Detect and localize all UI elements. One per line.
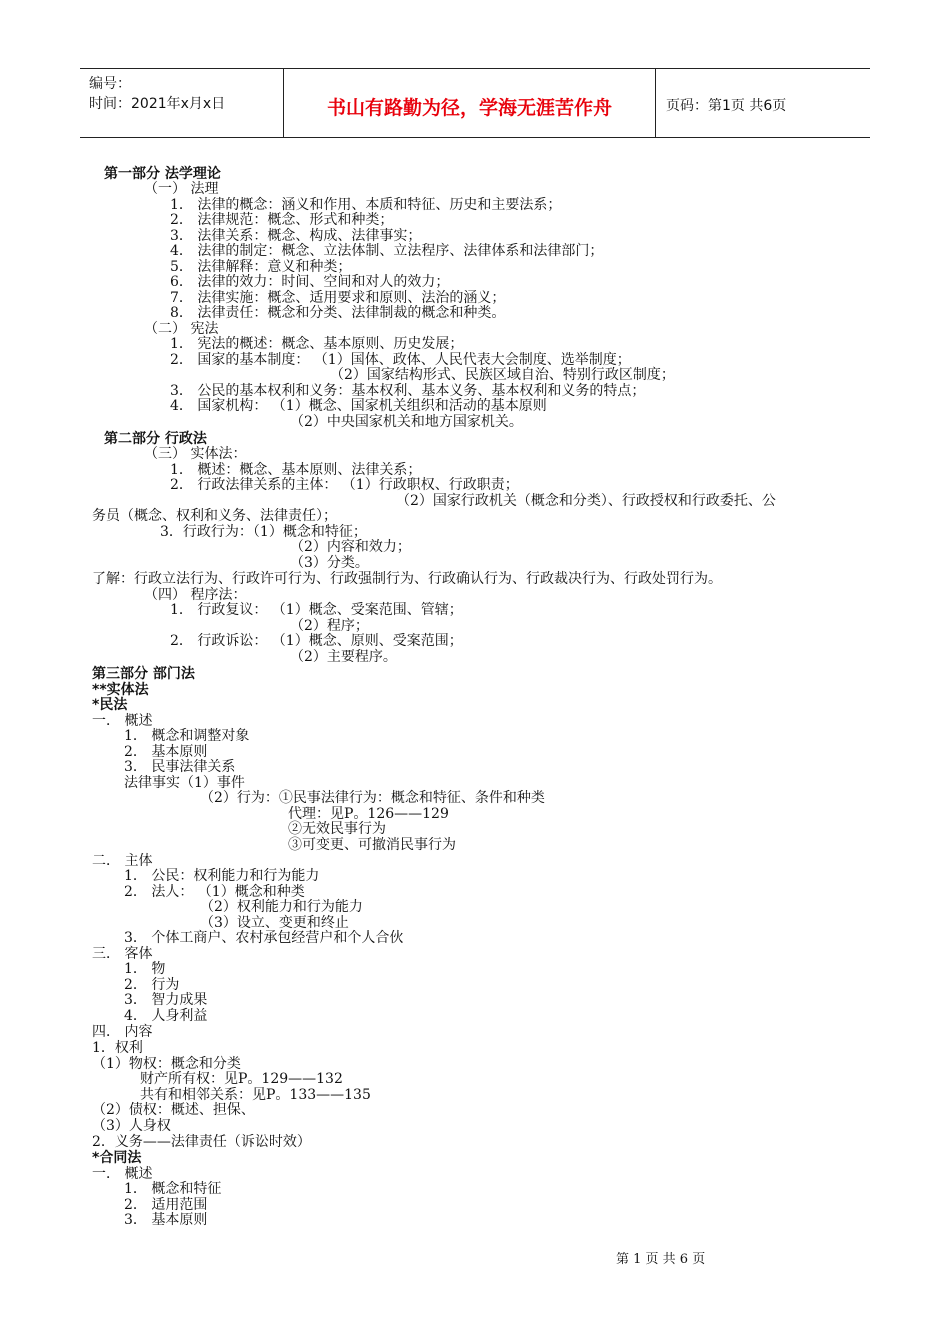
list-item: 1． 宪法的概述：概念、基本原则、历史发展； <box>170 336 464 352</box>
section-heading: （一） 法理 <box>144 181 219 197</box>
list-item: 2．义务——法律责任（诉讼时效） <box>92 1134 311 1150</box>
list-item: 5． 法律解释：意义和种类； <box>170 259 352 275</box>
section-heading: 二． 主体 <box>92 853 153 869</box>
list-item: 1． 概念和特征 <box>124 1181 222 1197</box>
note-line: 了解：行政立法行为、行政许可行为、行政强制行为、行政确认行为、行政裁决行为、行政处罚行为。 <box>92 571 722 587</box>
part-heading: 第三部分 部门法 <box>92 666 195 682</box>
list-item-continuation: ③可变更、可撤消民事行为 <box>288 837 456 853</box>
section-heading: （二） 宪法 <box>144 321 219 337</box>
list-item: 2． 行政法律关系的主体： （1）行政职权、行政职责； <box>170 477 519 493</box>
list-item-continuation: （2）行为：①民事法律行为：概念和特征、条件和种类 <box>200 790 545 806</box>
part-heading: 第一部分 法学理论 <box>104 166 221 182</box>
list-item: （3）人身权 <box>92 1118 171 1134</box>
list-item-continuation: 共有和相邻关系：见P。133——135 <box>140 1087 371 1103</box>
page-header <box>80 68 870 138</box>
section-heading: 四． 内容 <box>92 1024 153 1040</box>
list-item: 1． 法律的概念：涵义和作用、本质和特征、历史和主要法系； <box>170 197 562 213</box>
document-number: 编号： <box>89 76 131 92</box>
list-item: 3． 智力成果 <box>124 992 208 1008</box>
list-item: 7． 法律实施：概念、适用要求和原则、法治的涵义； <box>170 290 506 306</box>
section-heading: 一． 概述 <box>92 1166 153 1182</box>
list-item-continuation: （3）设立、变更和终止 <box>200 915 349 931</box>
part-heading: 第二部分 行政法 <box>104 431 207 447</box>
list-item: 4． 人身利益 <box>124 1008 208 1024</box>
list-item-continuation: （2）主要程序。 <box>290 649 397 665</box>
list-item-continuation: （2）国家结构形式、民族区域自治、特别行政区制度； <box>330 367 675 383</box>
page-footer: 第 1 页 共 6 页 <box>616 1252 706 1267</box>
list-item-continuation: 务员（概念、权利和义务、法律责任）； <box>92 508 337 524</box>
list-item: （1）物权：概念和分类 <box>92 1056 241 1072</box>
section-heading: （三） 实体法： <box>144 446 247 462</box>
list-item: 3． 公民的基本权利和义务：基本权利、基本义务、基本权利和义务的特点； <box>170 383 646 399</box>
list-item: 1．权利 <box>92 1040 143 1056</box>
list-item: 2． 基本原则 <box>124 744 208 760</box>
page-number: 页码：第1页 共6页 <box>666 98 787 114</box>
list-item: 2． 法人： （1）概念和种类 <box>124 884 305 900</box>
header-meta-cell <box>80 69 284 137</box>
subheading: *民法 <box>92 697 128 713</box>
list-item: 3．行政行为：（1）概念和特征； <box>160 524 367 540</box>
motto: 书山有路勤为径，学海无涯苦作舟 <box>326 97 612 119</box>
list-item: 8． 法律责任：概念和分类、法律制裁的概念和种类。 <box>170 305 506 321</box>
list-item-continuation: 财产所有权：见P。129——132 <box>140 1071 343 1087</box>
list-item: 2． 行政诉讼： （1）概念、原则、受案范围； <box>170 633 463 649</box>
list-item: 3． 个体工商户、农村承包经营户和个人合伙 <box>124 930 404 946</box>
list-item-continuation: （2）内容和效力； <box>290 539 411 555</box>
header-motto-cell <box>284 69 656 137</box>
section-heading: 三． 客体 <box>92 946 153 962</box>
list-item-continuation: （2）权利能力和行为能力 <box>200 899 363 915</box>
list-item: 1． 行政复议： （1）概念、受案范围、管辖； <box>170 602 463 618</box>
list-item: 1． 物 <box>124 961 166 977</box>
list-item: 2． 适用范围 <box>124 1197 208 1213</box>
list-item: 2． 法律规范：概念、形式和种类； <box>170 212 394 228</box>
list-item: 1． 概述：概念、基本原则、法律关系； <box>170 462 422 478</box>
document-time: 时间：2021年x月x日 <box>89 96 226 112</box>
list-item-continuation: （3）分类。 <box>290 555 369 571</box>
list-item: 3． 法律关系：概念、构成、法律事实； <box>170 228 422 244</box>
header-page-cell <box>656 69 870 137</box>
list-item: 1． 概念和调整对象 <box>124 728 250 744</box>
list-item: 3． 民事法律关系 <box>124 759 236 775</box>
section-heading: 一． 概述 <box>92 713 153 729</box>
subheading: *合同法 <box>92 1150 142 1166</box>
list-item-continuation: （2）国家行政机关（概念和分类）、行政授权和行政委托、公 <box>396 493 776 509</box>
list-item-continuation: ②无效民事行为 <box>288 821 386 837</box>
list-item: （2）债权：概述、担保、 <box>92 1102 255 1118</box>
list-item: 法律事实（1）事件 <box>124 775 245 791</box>
section-heading: （四） 程序法： <box>144 587 247 603</box>
list-item: 1． 公民：权利能力和行为能力 <box>124 868 320 884</box>
list-item: 6． 法律的效力：时间、空间和对人的效力； <box>170 274 450 290</box>
list-item: 3． 基本原则 <box>124 1212 208 1228</box>
list-item-continuation: 代理：见P。126——129 <box>288 806 449 822</box>
list-item: 4． 法律的制定：概念、立法体制、立法程序、法律体系和法律部门； <box>170 243 604 259</box>
list-item: 2． 行为 <box>124 977 180 993</box>
list-item: 2． 国家的基本制度： （1）国体、政体、人民代表大会制度、选举制度； <box>170 352 631 368</box>
list-item: 4． 国家机构： （1）概念、国家机关组织和活动的基本原则 <box>170 398 547 414</box>
subheading: **实体法 <box>92 682 149 698</box>
list-item-continuation: （2）程序； <box>290 618 369 634</box>
list-item-continuation: （2）中央国家机关和地方国家机关。 <box>290 414 523 430</box>
